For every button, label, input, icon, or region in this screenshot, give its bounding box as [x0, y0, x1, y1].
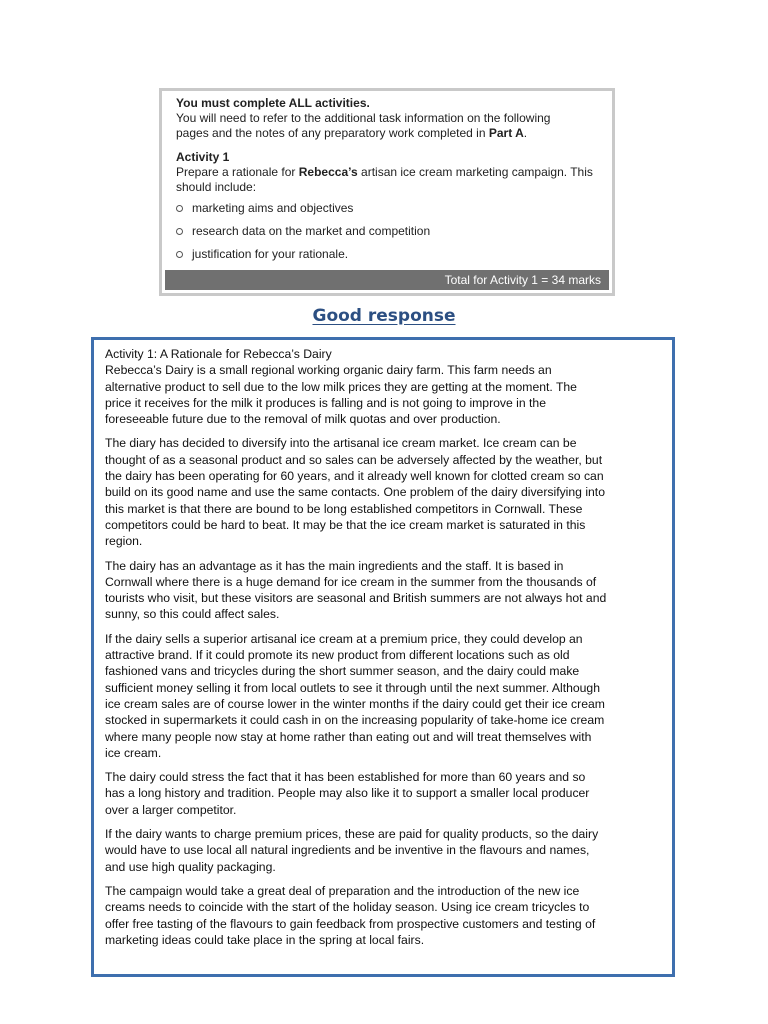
response-line: price it receives for the milk it produces is falling and is not going to improve in the	[105, 395, 546, 410]
requirement-text: marketing aims and objectives	[192, 201, 354, 215]
response-paragraph	[105, 883, 662, 948]
response-line: creams needs to coincide with the start of the holiday season. Using ice cream tricycles to	[105, 900, 590, 915]
activity-heading: Activity 1	[176, 150, 230, 164]
requirement-item	[176, 224, 598, 239]
response-line: The campaign would take a great deal of preparation and the introduction of the new ice	[105, 883, 580, 898]
response-paragraph	[105, 769, 662, 818]
response-title: Activity 1: A Rationale for Rebecca’s Dairy	[105, 347, 332, 361]
task-instruction: You must complete ALL activities.	[176, 96, 370, 110]
response-line: the dairy has been operating for 60 years, and it already well known for clotted cream so can	[105, 469, 604, 484]
response-line: The dairy has an advantage as it has the main ingredients and the staff. It is based in	[105, 558, 564, 573]
prompt-text: Prepare a rationale for	[176, 165, 299, 179]
task-notes-end: .	[523, 126, 528, 140]
circle-bullet-icon	[176, 228, 183, 235]
response-line: ice cream sales are of course lower in the winter months if the dairy could get their ice cream	[105, 696, 605, 711]
response-line: fashioned vans and tricycles during the short summer season, and the dairy could make	[105, 664, 580, 679]
response-line: The diary has decided to diversify into the artisanal ice cream market. Ice cream can be	[105, 436, 577, 451]
response-line: ice cream.	[105, 745, 162, 760]
response-paragraph	[105, 558, 662, 623]
part-a-label: Part A	[488, 126, 524, 140]
response-line: offer free tasting of the flavours to gain feedback from prospective customers and testing of	[105, 916, 596, 931]
response-line: Cornwall where there is a huge demand for ice cream in the summer from the thousands of	[105, 574, 597, 589]
response-line: marketing ideas could take place in the spring at local fairs.	[105, 932, 425, 947]
requirement-text: justification for your rationale.	[192, 247, 349, 261]
response-line: has a long history and tradition. People may also like it to support a smaller local producer	[105, 786, 590, 801]
response-content	[94, 340, 672, 948]
response-line: and use high quality packaging.	[105, 859, 276, 874]
response-paragraph	[105, 631, 662, 761]
response-line: this market is that there are bound to be long established competitors in Cornwall. These	[105, 501, 583, 516]
response-paragraph	[105, 435, 662, 549]
good-response-heading: Good response	[312, 306, 456, 326]
response-line: thought of as a seasonal product and so sales can be adversely affected by the weather, but	[105, 452, 603, 467]
response-line: foreseeable future due to the removal of milk quotas and over production.	[105, 412, 501, 427]
response-line: Rebecca’s Dairy is a small regional working organic dairy farm. This farm needs an	[105, 363, 552, 378]
task-refer-line: You will need to refer to the additional task information on the following	[176, 111, 551, 125]
response-paragraph	[105, 826, 662, 875]
response-line: If the dairy sells a superior artisanal ice cream at a premium price, they could develop an	[105, 631, 583, 646]
response-line: region.	[105, 534, 143, 549]
response-line: would have to use local all natural ingredients and be inventive in the flavours and names,	[105, 843, 590, 858]
response-paragraph	[105, 362, 662, 427]
response-line: build on its good name and use the same contacts. One problem of the dairy diversifying into	[105, 485, 605, 500]
response-line: tourists who visit, but these visitors are seasonal and British summers are not always hot and	[105, 591, 607, 606]
requirement-item	[176, 247, 598, 262]
response-line: stocked in supermarkets it could cash in on the increasing popularity of take-home ice cream	[105, 713, 605, 728]
response-box	[91, 337, 675, 977]
task-box	[159, 88, 615, 296]
response-line: alternative product to sell due to the low milk prices they are getting at the moment. The	[105, 379, 577, 394]
circle-bullet-icon	[176, 251, 183, 258]
response-line: competitors could be hard to beat. It may be that the ice cream market is saturated in this	[105, 517, 586, 532]
response-line: attractive brand. If it could promote its new product from different locations such as old	[105, 648, 570, 663]
requirement-text: research data on the market and competition	[192, 224, 431, 238]
circle-bullet-icon	[176, 205, 183, 212]
activity-prompt-end: should include:	[176, 180, 257, 194]
requirement-item	[176, 201, 598, 216]
requirements-list	[176, 201, 598, 262]
response-line: sunny, so this could affect sales.	[105, 607, 280, 622]
response-line: where many people now stay at home rather than eating out and will treat themselves with	[105, 729, 592, 744]
response-line: If the dairy wants to charge premium prices, these are paid for quality products, so the dairy	[105, 827, 599, 842]
task-notes-text: pages and the notes of any preparatory work completed in	[176, 126, 489, 140]
prompt-name: Rebecca’s	[298, 165, 358, 179]
activity-prompt	[176, 165, 598, 180]
task-notes-line	[176, 126, 598, 141]
response-line: The dairy could stress the fact that it has been established for more than 60 years and so	[105, 770, 586, 785]
task-content	[162, 91, 612, 262]
response-line: sufficient money selling it from local outlets to see it through until the next summer. Although	[105, 680, 600, 695]
total-marks-bar: Total for Activity 1 = 34 marks	[165, 270, 609, 290]
prompt-text-rest: artisan ice cream marketing campaign. This	[357, 165, 593, 179]
response-line: over a larger competitor.	[105, 802, 237, 817]
